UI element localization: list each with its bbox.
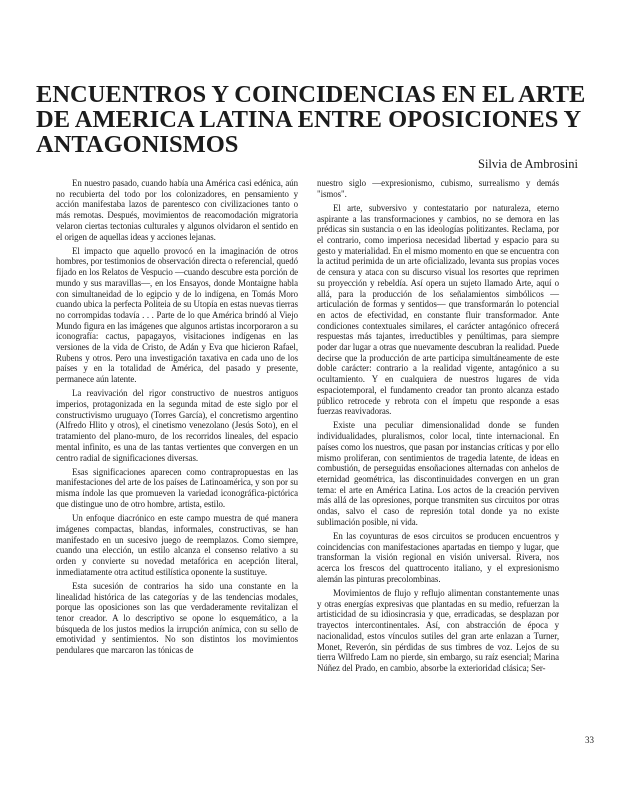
paragraph: La reavivación del rigor constructivo de nuestros antiguos imperios, protagonizada en la segunda mitad de este siglo por el constructivismo uruguayo (Torres García), el concretismo argentino (Alfredo Hlito y otros), el cinetismo venezolano (Jesús Soto), en el tratamiento del plano-muro, de los recorridos lineales, del espacio mental infinito, es una de las tantas vertientes que convergen en un centro radial de significaciones diversas.	[56, 388, 298, 463]
paragraph: En nuestro pasado, cuando había una América casi edénica, aún no recubierta del todo por los colonizadores, en pensamiento y acción manifestaba lazos de parentesco con civilizaciones tanto o más remotas. Después, movimientos de reacomodación migratoria velaron ciertas tectonias culturales y algunos olvidaron el sentido en el origen de aquellas ideas y acciones lejanas.	[56, 178, 298, 242]
paragraph: El impacto que aquello provocó en la imaginación de otros hombres, por testimonios de observación directa o referencial, quedó fijado en los Relatos de Vespucio —cuando descubre esta porción de mundo y sus maravillas—, en los Ensayos, donde Montaigne habla con simultaneidad de lo egipcio y de lo indígena, en Tomás Moro cuando ubica la perfecta Politeia de su Utopía en estas nuevas tierras no corrompidas todavía . . . Parte de lo que América brindó al Viejo Mundo figura en las imágenes que algunos artistas incorporaron a su iconografía: cactus, papagayos, visitaciones indígenas en las versiones de la vida de Cristo, de Adán y Eva que hicieron Rafael, Rubens y otros. Pero una investigación taxativa en cada uno de los países y en la totalidad de América, del pasado y presente, permanece aún latente.	[56, 245, 298, 385]
article-title: ENCUENTROS Y COINCIDENCIAS EN EL ARTE DE AMERICA LATINA ENTRE OPOSICIONES Y ANTAGONISMOS	[36, 81, 586, 158]
paragraph: El arte, subversivo y contestatario por naturaleza, eterno aspirante a las transformaciones y cambios, no se demora en las prédicas sin sustancia o en las ideologías politizantes. Reclama, por el contrario, como imperiosa necesidad libertad y espacio para su gesto y materialidad. En el mismo momento en que se encuentra con la actitud perimida de un arte oficializado, levanta sus propias voces de censura y ataca con su discurso visual los resortes que reprimen su proyección y rebeldía. Así opera un sujeto llamado Arte, aquí o allá, para la producción de los señalamientos simbólicos —articulación de formas y sentidos— que transformarán lo potencial en actos de efectividad, en constante fluir transformador. Ante condiciones contextuales similares, el carácter antagónico ofrecerá respuestas más tajantes, irreductibles y penúltimas, para siempre poder dar lugar a otras que nuevamente descubran la realidad. Puede decirse que la producción de arte participa simultáneamente de este doble carácter: contrario a la realidad vigente, antagónico a su ocultamiento. Y en cualquiera de nuestros lugares de vida espaciotemporal, el fundamento creador tan pronto alcanza estado público retrocede y rebrota con el ímpetu que responde a esas fuerzas reavivadoras.	[317, 202, 559, 417]
author-name: Silvia de Ambrosini	[478, 157, 578, 171]
left-text-column	[56, 178, 298, 659]
paragraph: En las coyunturas de esos circuitos se producen encuentros y coincidencias con manifestaciones apartadas en tiempo y lugar, que transforman la visión regional en visión universal. Rivera, nos acerca los frescos del quattrocento italiano, y el expresionismo alemán las pinturas precolombinas.	[317, 531, 559, 584]
paragraph: Esas significaciones aparecen como contrapropuestas en las manifestaciones del arte de los países de Latinoamérica, y son por su misma índole las que promueven la variedad iconográfica-pictórica que distingue uno de otro hombre, artista, estilo.	[56, 466, 298, 509]
right-text-column	[317, 178, 559, 677]
paragraph-continued: nuestro siglo —expresionismo, cubismo, surrealismo y demás "ismos".	[317, 178, 559, 199]
paragraph: Un enfoque diacrónico en este campo muestra de qué manera imágenes compactas, blandas, informales, constructivas, se han manifestado en un sucesivo juego de reemplazos. Como siempre, cuando una elección, un estilo alcanza el consenso relativo a su orden y convierte su novedad metafórica en acepción literal, inmediatamente otra actitud estilística oponente la sustituye.	[56, 513, 298, 577]
paragraph: Movimientos de flujo y reflujo alimentan constantemente unas y otras energías expresivas que plantadas en su medio, refuerzan la artisticidad de su idiosincrasia y que, erradicadas, se desplazan por trayectos intercontinentales. Así, con abstracción de época y nacionalidad, estos vínculos sutiles del gran arte enlazan a Turner, Monet, Reverón, sin pérdidas de sus timbres de voz. Lejos de su tierra Wilfredo Lam no pierde, sin embargo, su raíz esencial; Marina Núñez del Prado, en cambio, absorbe la exterioridad clásica; Ser-	[317, 588, 559, 673]
page-number: 33	[585, 735, 594, 745]
paragraph: Esta sucesión de contrarios ha sido una constante en la linealidad histórica de las categorías y de las tendencias modales, porque las oposiciones son las que verdaderamente revitalizan el tenor creador. A lo descriptivo se opone lo esquemático, a la búsqueda de los justos medios la irrupción anímica, con su sello de emotividad y sentimientos. No son distintos los movimientos pendulares que marcaron las tónicas de	[56, 580, 298, 656]
paragraph: Existe una peculiar dimensionalidad donde se funden individualidades, pluralismos, color local, tinte internacional. En países como los nuestros, que pasan por instancias críticas y por ello mismo proliferan, con sentimientos de tragedia latente, de ideas en combustión, de perseguidas ensoñaciones alternadas con anhelos de eternidad geométrica, las discontinuidades convergen en un gran tema: el arte en América Latina. Los actos de la creación perviven más allá de las opresiones, porque transmiten sus circuitos por otras ondas, salvo el caso de represión total donde ya no existe sublimación posible, ni vida.	[317, 420, 559, 527]
